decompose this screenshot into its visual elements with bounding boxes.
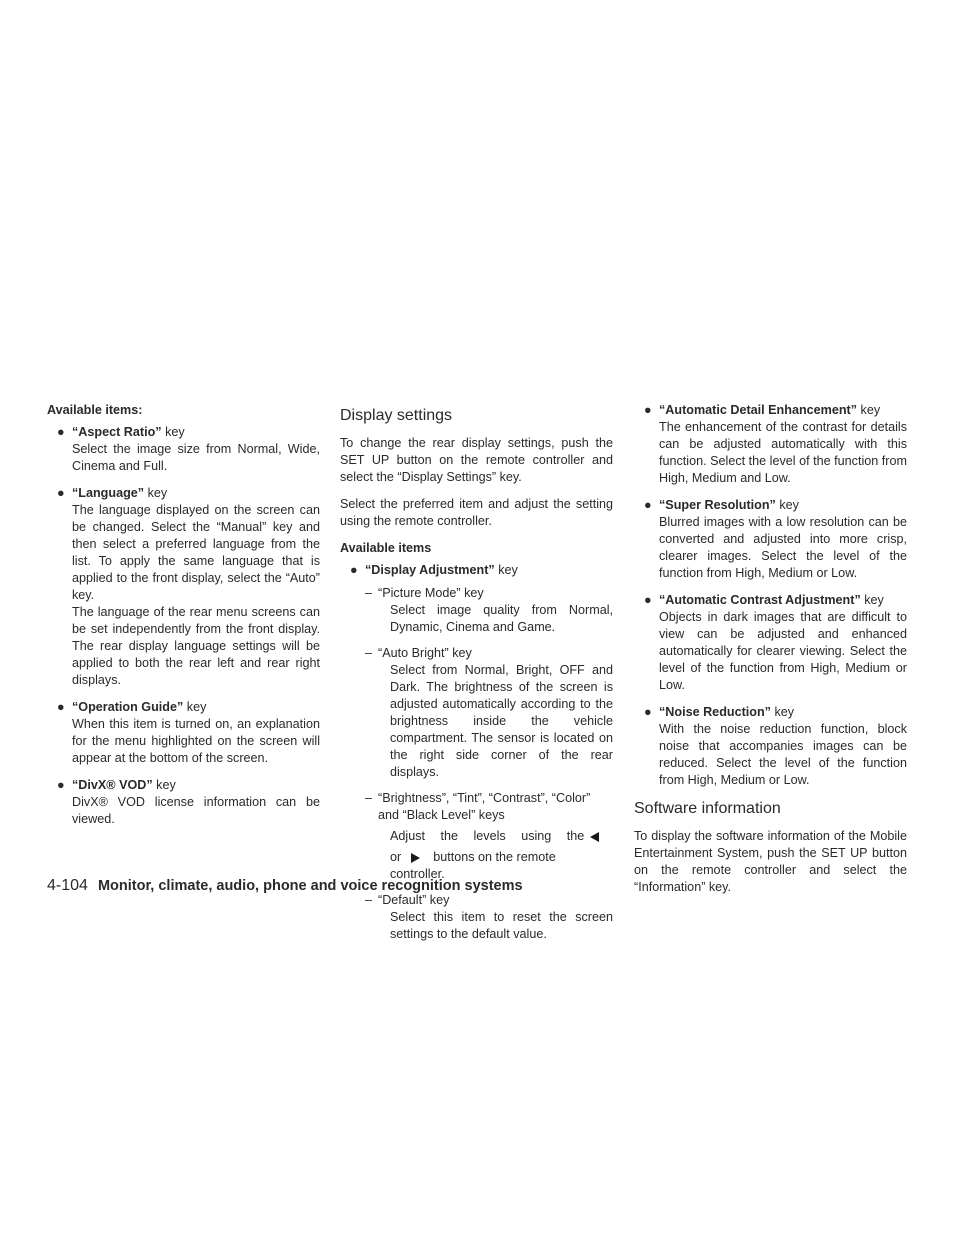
- dash-mark: –: [365, 586, 373, 600]
- page-number: 4-104: [47, 877, 88, 894]
- chapter-title: Monitor, climate, audio, phone and voice recognition systems: [97, 878, 523, 894]
- display-settings-para-2: Select the preferred item and adjust the setting using the remote controller.: [340, 497, 613, 528]
- bullet-dot: ●: [644, 498, 652, 512]
- adjust-post-text: buttons on the remote controller.: [390, 850, 556, 881]
- item-key: key: [156, 778, 176, 792]
- bullet-divx-vod: [47, 777, 320, 828]
- dash-title: “Default” key: [378, 893, 450, 907]
- item-key: key: [186, 700, 207, 714]
- item-body: Blurred images with a low resolution can be converted and adjusted into more crisp, clearer images. Select the level of the function from High, Medium or Low.: [659, 515, 907, 580]
- dash-body: Select this item to reset the screen settings to the default value.: [390, 910, 613, 941]
- item-title: “DivX® VOD”: [72, 778, 153, 792]
- display-settings-title: Display settings: [340, 407, 453, 424]
- display-settings-para-1: To change the rear display settings, push the SET UP button on the remote controller and select the “Display Settings” key.: [340, 436, 613, 484]
- item-title: “Aspect Ratio”: [72, 425, 162, 439]
- item-key: key: [147, 486, 168, 500]
- adjust-pre-text: Adjust the levels using the: [390, 829, 585, 843]
- item-body: Select the image size from Normal, Wide, Cinema and Full.: [72, 442, 320, 473]
- dash-auto-bright: [340, 645, 613, 781]
- item-body: With the noise reduction function, block noise that accompanies images can be reduced. Select the level of the function from High, Medium or Low.: [659, 722, 907, 787]
- item-key: key: [864, 593, 884, 607]
- column-3: [634, 402, 907, 906]
- dash-mark: –: [365, 791, 373, 805]
- item-key: key: [165, 425, 185, 439]
- software-information-para: To display the software information of the Mobile Entertainment System, push the SET UP button on the remote controller and select the “Information” key.: [634, 829, 907, 894]
- item-body: When this item is turned on, an explanation for the menu highlighted on the screen will appear at the bottom of the screen.: [72, 717, 320, 765]
- item-title: “Display Adjustment”: [365, 563, 495, 577]
- dash-body: Select from Normal, Bright, OFF and Dark. The brightness of the screen is adjusted automatically according to the brightness inside the vehicle compartment. The sensor is located on the right side corner of the rear displays.: [390, 663, 613, 779]
- item-title: “Automatic Contrast Adjustment”: [659, 593, 861, 607]
- column-1: [47, 402, 320, 838]
- page-footer: [47, 877, 523, 895]
- item-body: The language displayed on the screen can be changed. Select the “Manual” key and then select a preferred language from the list. To apply the same language that is applied to the front display, select the “Auto” key.: [72, 503, 320, 602]
- item-title: “Automatic Detail Enhancement”: [659, 403, 858, 417]
- bullet-automatic-detail-enhancement: [634, 402, 907, 487]
- bullet-dot: ●: [644, 403, 652, 417]
- bullet-operation-guide: [47, 699, 320, 767]
- adjust-or-text: or: [390, 850, 402, 864]
- item-key: key: [779, 498, 799, 512]
- item-title: “Language”: [72, 486, 145, 500]
- item-key: key: [498, 563, 518, 577]
- item-body: DivX® VOD license information can be viewed.: [72, 795, 320, 826]
- dash-title: “Brightness”, “Tint”, “Contrast”, “Color” and “Black Level” keys: [378, 791, 591, 822]
- right-arrow-icon: [411, 853, 420, 863]
- bullet-language: [47, 485, 320, 689]
- dash-default: [340, 892, 613, 943]
- bullet-super-resolution: [634, 497, 907, 582]
- dash-title: “Auto Bright” key: [378, 646, 472, 660]
- available-items-heading: Available items:: [47, 403, 143, 417]
- item-key: key: [774, 705, 795, 719]
- item-title: “Operation Guide”: [72, 700, 184, 714]
- bullet-noise-reduction: [634, 704, 907, 789]
- bullet-aspect-ratio: [47, 424, 320, 475]
- dash-brightness-keys: [340, 790, 613, 883]
- left-arrow-icon: [590, 832, 599, 842]
- bullet-dot: ●: [644, 593, 652, 607]
- column-2: [340, 402, 613, 952]
- bullet-display-adjustment: [340, 562, 613, 579]
- bullet-dot: ●: [57, 425, 65, 439]
- item-title: “Noise Reduction”: [659, 705, 771, 719]
- dash-body: Select image quality from Normal, Dynamic, Cinema and Game.: [390, 603, 613, 634]
- bullet-dot: ●: [57, 778, 65, 792]
- adjust-levels-line: [378, 828, 613, 845]
- dash-picture-mode: [340, 585, 613, 636]
- bullet-dot: ●: [57, 486, 65, 500]
- item-key: key: [860, 403, 881, 417]
- item-body-2: The language of the rear menu screens can be set independently from the front display. The rear display language settings will be applied to both the rear left and rear right displays.: [72, 605, 320, 687]
- bullet-dot: ●: [57, 700, 65, 714]
- bullet-dot: ●: [644, 705, 652, 719]
- dash-mark: –: [365, 893, 373, 907]
- available-items-heading: Available items: [340, 541, 432, 555]
- bullet-automatic-contrast-adjustment: [634, 592, 907, 694]
- dash-title: “Picture Mode” key: [378, 586, 484, 600]
- item-title: “Super Resolution”: [659, 498, 776, 512]
- item-body: The enhancement of the contrast for details can be adjusted automatically with this function. Select the level of the function from High, Medium and Low.: [659, 420, 907, 485]
- software-information-title: Software information: [634, 800, 781, 817]
- dash-mark: –: [365, 646, 373, 660]
- bullet-dot: ●: [350, 563, 358, 577]
- item-body: Objects in dark images that are difficult to view can be adjusted and enhanced automatically for clearer viewing. Select the level of the function from High, Medium or Low.: [659, 610, 907, 692]
